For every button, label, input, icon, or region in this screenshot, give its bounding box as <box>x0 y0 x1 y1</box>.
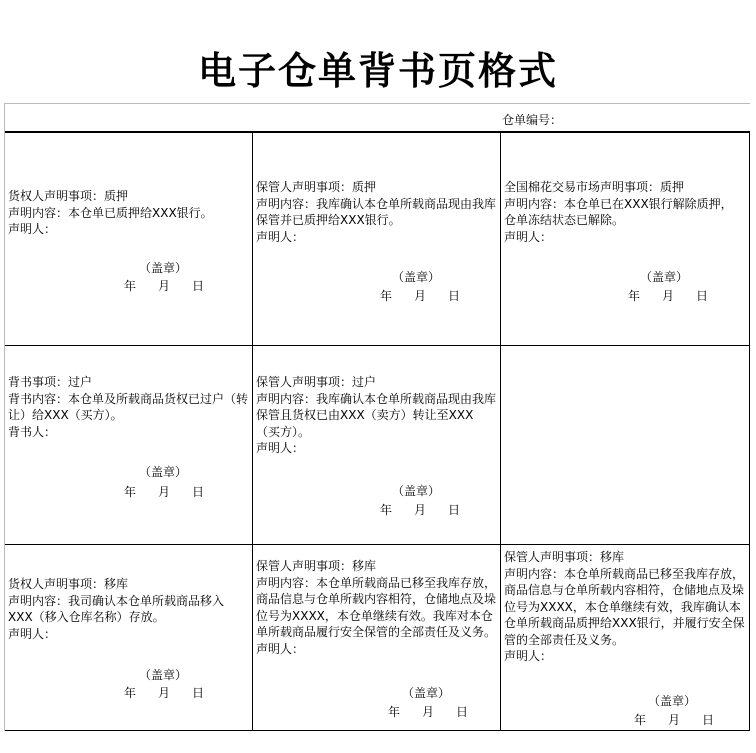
cell-content: 声明内容：我库确认本仓单所载商品现由我库保管并已质押给XXX银行。 <box>256 196 497 227</box>
seal-label: （盖章） <box>392 484 441 498</box>
table-header-border <box>4 131 750 133</box>
receipt-number-label: 仓单编号： <box>502 113 563 127</box>
cell-signer: 声明人： <box>256 641 305 656</box>
table-top-border <box>4 103 750 104</box>
date-month: 月 <box>158 279 171 293</box>
date-year: 年 <box>380 503 393 517</box>
cell-signer: 声明人： <box>256 229 305 244</box>
date-month: 月 <box>414 503 427 517</box>
date-line <box>124 684 204 701</box>
date-month: 月 <box>158 485 171 499</box>
cell-header: 保管人声明事项：移库 <box>504 550 625 564</box>
cell-transfer-endorse <box>8 374 248 440</box>
cell-pledge-owner <box>8 188 248 238</box>
date-month: 月 <box>668 713 681 727</box>
date-day: 日 <box>702 713 715 727</box>
cell-signer: 声明人： <box>8 222 57 236</box>
cell-content: 声明内容：本仓单已质押给XXX银行。 <box>8 205 213 220</box>
date-line <box>124 483 204 500</box>
cell-header: 背书事项：过户 <box>8 375 93 389</box>
date-day: 日 <box>192 279 205 293</box>
date-line <box>628 287 708 304</box>
date-year: 年 <box>380 289 393 303</box>
cell-header: 保管人声明事项：移库 <box>256 559 377 573</box>
seal-label: （盖章） <box>139 465 188 479</box>
col-divider-1 <box>252 131 253 731</box>
seal-label: （盖章） <box>392 270 441 284</box>
seal-label: （盖章） <box>139 261 188 275</box>
cell-pledge-market <box>504 179 744 245</box>
date-year: 年 <box>124 485 137 499</box>
cell-relocate-owner <box>8 576 248 642</box>
row-divider-1 <box>4 345 750 346</box>
date-year: 年 <box>124 686 137 700</box>
date-month: 月 <box>422 705 435 719</box>
col-divider-2 <box>500 131 501 731</box>
cell-signer: 背书人： <box>8 424 57 439</box>
cell-content: 背书内容：本仓单及所载商品货权已过户（转让）给XXX（买方）。 <box>8 391 249 422</box>
date-year: 年 <box>634 713 647 727</box>
cell-content: 声明内容：本仓单所载商品已移至我库存放，商品信息与仓单所载内容相符，仓储地点及垛位号为XXXX，本仓单继续有效。我库对本仓单所载商品履行安全保管的全部责任及义务。 <box>256 575 497 639</box>
page-title: 电子仓单背书页格式 <box>197 48 558 93</box>
cell-signer: 声明人： <box>8 626 57 641</box>
date-day: 日 <box>192 686 205 700</box>
row-divider-2 <box>4 544 750 545</box>
seal-label: （盖章） <box>139 668 188 682</box>
seal-label: （盖章） <box>402 686 451 700</box>
date-year: 年 <box>628 289 641 303</box>
date-line <box>380 501 460 518</box>
date-line <box>634 711 714 728</box>
date-day: 日 <box>456 705 469 719</box>
date-day: 日 <box>448 289 461 303</box>
date-day: 日 <box>448 503 461 517</box>
cell-header: 货权人声明事项：质押 <box>8 189 129 203</box>
cell-signer: 声明人： <box>504 229 553 244</box>
seal-label: （盖章） <box>648 694 697 708</box>
cell-header: 货权人声明事项：移库 <box>8 577 129 591</box>
cell-content: 声明内容：我库确认本仓单所载商品现由我库保管且货权已由XXX（卖方）转让至XXX（买方）。 <box>256 391 497 439</box>
date-month: 月 <box>662 289 675 303</box>
cell-content: 声明内容：本仓单已在XXX银行解除质押，仓单冻结状态已解除。 <box>504 196 733 227</box>
date-month: 月 <box>414 289 427 303</box>
date-day: 日 <box>696 289 709 303</box>
cell-header: 保管人声明事项：过户 <box>256 375 377 389</box>
date-month: 月 <box>158 686 171 700</box>
cell-signer: 声明人： <box>504 649 553 663</box>
date-year: 年 <box>124 279 137 293</box>
date-line <box>124 277 204 294</box>
table-bottom-border <box>4 730 750 731</box>
cell-signer: 声明人： <box>256 441 305 455</box>
cell-header: 全国棉花交易市场声明事项：质押 <box>504 180 685 194</box>
cell-content: 声明内容：我司确认本仓单所载商品移入XXX（移入仓库名称）存放。 <box>8 593 225 624</box>
cell-pledge-keeper <box>256 179 496 245</box>
cell-transfer-keeper <box>256 374 496 457</box>
date-year: 年 <box>388 705 401 719</box>
col-divider-right <box>749 131 750 731</box>
col-divider-left <box>4 104 5 731</box>
seal-label: （盖章） <box>640 270 689 284</box>
date-day: 日 <box>192 485 205 499</box>
cell-relocate-keeper-pledge <box>504 549 746 665</box>
cell-relocate-keeper <box>256 558 496 657</box>
cell-header: 保管人声明事项：质押 <box>256 180 377 194</box>
date-line <box>380 287 460 304</box>
cell-content: 声明内容：本仓单所载商品已移至我库存放，商品信息与仓单所载内容相符，仓储地点及垛位号为XXXX，本仓单继续有效，我库确认本仓单所载商品质押给XXX银行，并履行安全保管的全部责任及义务。 <box>504 566 745 647</box>
date-line <box>388 703 468 720</box>
